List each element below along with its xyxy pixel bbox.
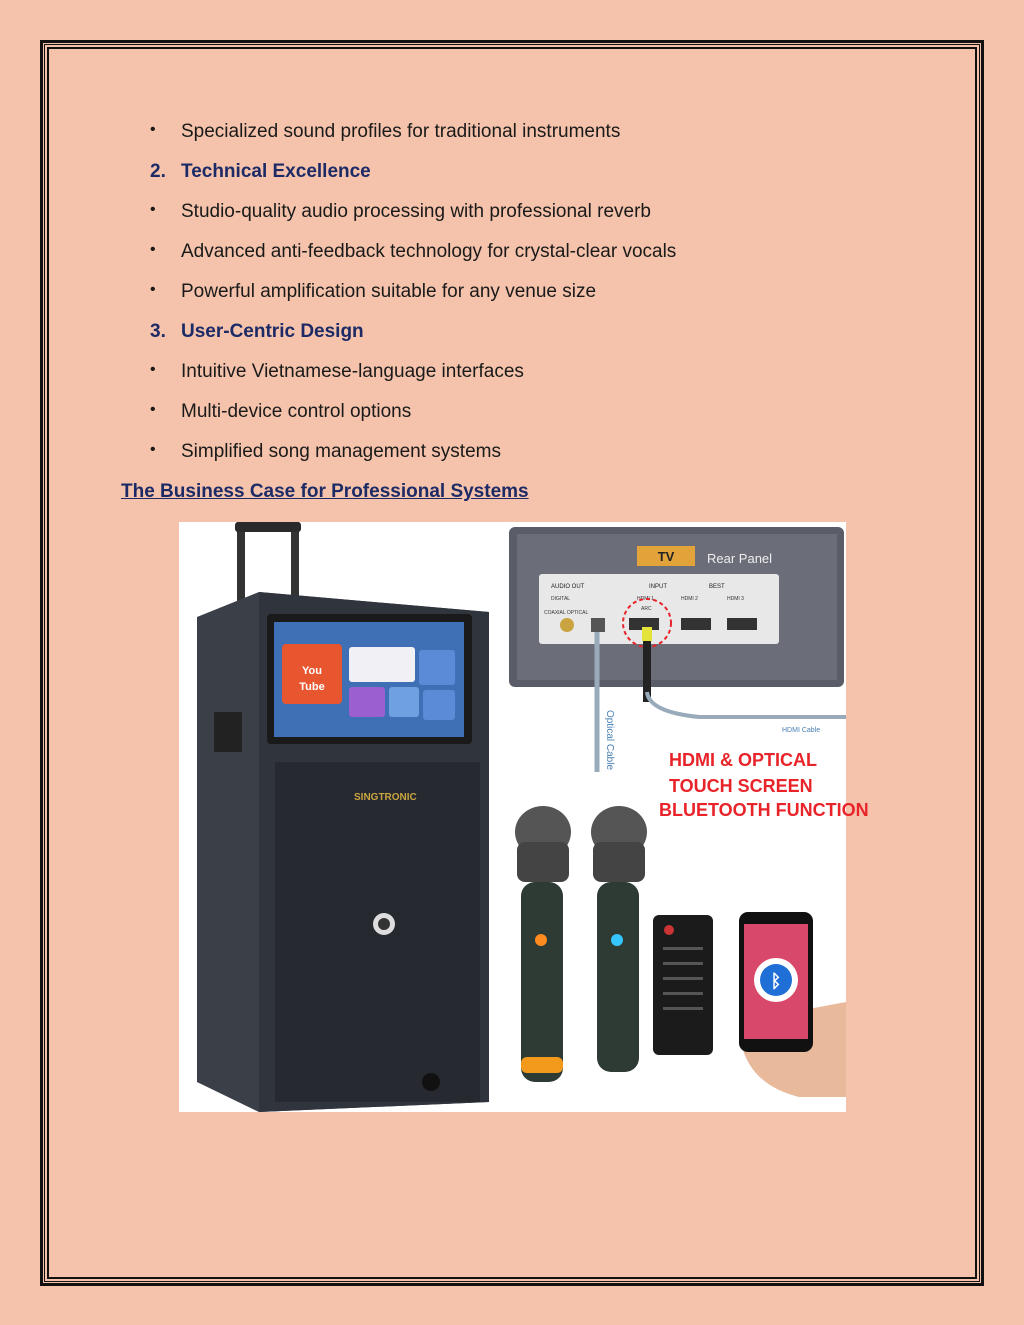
feature-bluetooth: BLUETOOTH FUNCTION bbox=[659, 800, 869, 820]
heading-technical-excellence: Technical Excellence bbox=[181, 161, 371, 182]
feature-touch-screen: TOUCH SCREEN bbox=[669, 776, 813, 796]
tv-label: TV bbox=[657, 549, 675, 564]
bullet: • bbox=[150, 121, 156, 138]
list-item-text: Intuitive Vietnamese-language interfaces bbox=[181, 361, 524, 382]
audio-out-label: AUDIO OUT bbox=[551, 584, 585, 590]
product-photo bbox=[179, 522, 869, 1112]
list-item-text: Studio-quality audio processing with professional reverb bbox=[181, 201, 651, 222]
tv-rear-panel bbox=[509, 527, 846, 772]
heading-number: 2. bbox=[150, 161, 166, 182]
hdmi2-label: HDMI 2 bbox=[681, 596, 698, 602]
bullet: • bbox=[150, 201, 156, 218]
app-tile-you: You bbox=[302, 665, 322, 677]
bullet: • bbox=[150, 241, 156, 258]
bullet: • bbox=[150, 281, 156, 298]
bullet: • bbox=[150, 401, 156, 418]
list-item-text: Powerful amplification suitable for any venue size bbox=[181, 281, 597, 302]
hdmi-cable-label: HDMI Cable bbox=[782, 727, 821, 734]
speaker-brand: SINGTRONIC bbox=[354, 792, 417, 803]
svg-text:ᛒ: ᛒ bbox=[770, 971, 782, 991]
feature-hdmi-optical: HDMI & OPTICAL bbox=[669, 750, 817, 770]
app-tile-tube: Tube bbox=[299, 681, 325, 693]
list-item-text: Specialized sound profiles for traditional instruments bbox=[181, 121, 621, 142]
list-item-text: Simplified song management systems bbox=[181, 441, 501, 462]
rear-panel-label: Rear Panel bbox=[707, 551, 773, 566]
karaoke-speaker bbox=[197, 522, 489, 1112]
remote-control bbox=[653, 915, 713, 1055]
hdmi1-label: HDMI 1 bbox=[637, 596, 654, 602]
list-item-text: Multi-device control options bbox=[181, 401, 412, 422]
heading-number: 3. bbox=[150, 321, 166, 342]
coaxial-optical-label: COAXIAL OPTICAL bbox=[544, 610, 589, 616]
feature-callouts bbox=[659, 750, 869, 820]
section-heading-link[interactable]: The Business Case for Professional Systems bbox=[121, 481, 529, 502]
input-label: INPUT bbox=[649, 584, 667, 590]
arc-label: ARC bbox=[641, 606, 652, 612]
optical-cable-label: Optical Cable bbox=[604, 710, 615, 771]
digital-label: DIGITAL bbox=[551, 596, 571, 602]
heading-user-centric-design: User-Centric Design bbox=[181, 321, 364, 342]
best-label: BEST bbox=[709, 584, 725, 590]
list-item-text: Advanced anti-feedback technology for crystal-clear vocals bbox=[181, 241, 677, 262]
smartphone-bluetooth bbox=[739, 912, 846, 1097]
hdmi3-label: HDMI 3 bbox=[727, 596, 744, 602]
bullet: • bbox=[150, 361, 156, 378]
bullet: • bbox=[150, 441, 156, 458]
wireless-microphones bbox=[515, 806, 647, 1082]
